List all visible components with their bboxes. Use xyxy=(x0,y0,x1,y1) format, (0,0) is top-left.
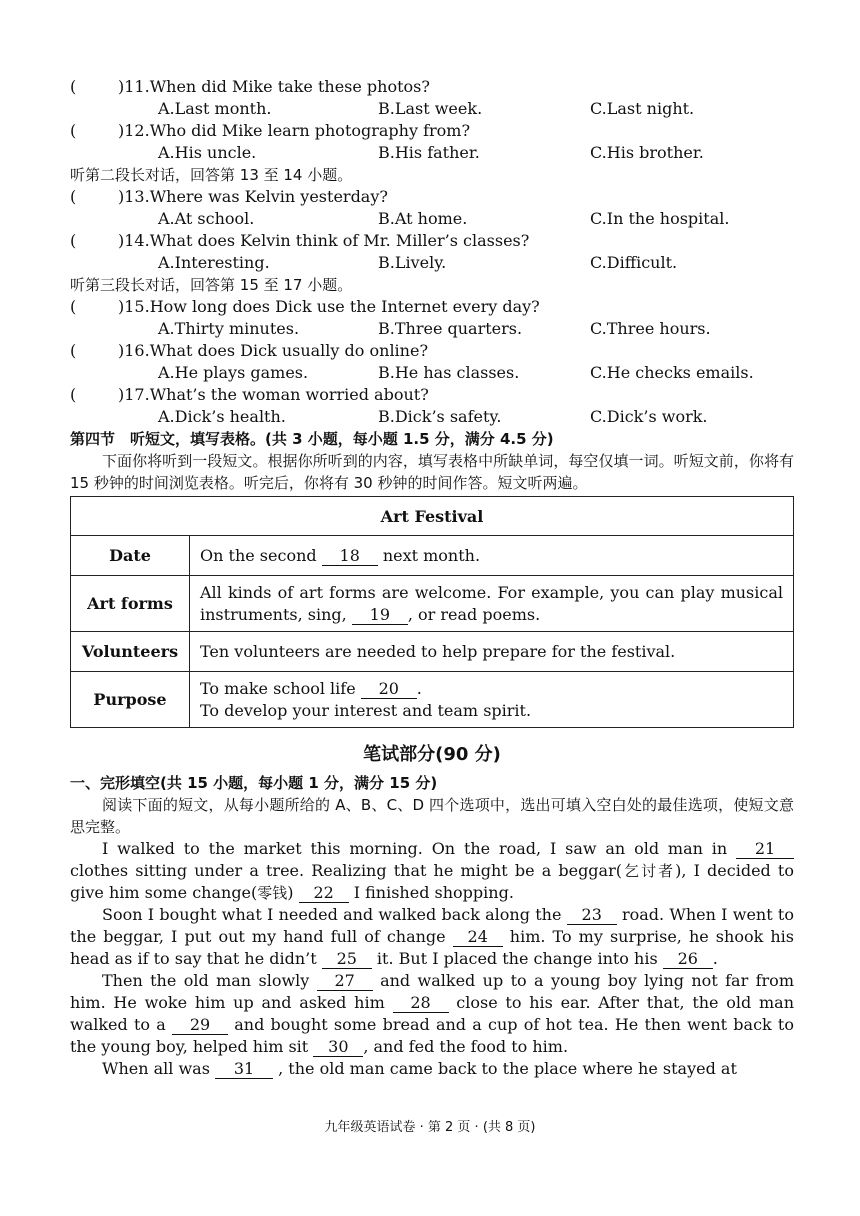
option-a: A.Last month. xyxy=(158,99,272,118)
answer-bracket: ( xyxy=(70,385,77,404)
question-text: )12.Who did Mike learn photography from? xyxy=(118,121,471,140)
blank-28: 28 xyxy=(393,994,449,1013)
cloze-instructions: 阅读下面的短文，从每小题所给的 A、B、C、D 四个选项中，选出可填入空白处的最佳选项，使短文意思完整。 xyxy=(70,796,794,836)
answer-bracket: ( xyxy=(70,121,77,140)
options-row xyxy=(70,318,794,340)
option-a: A.At school. xyxy=(158,209,255,228)
row-value-art-forms: All kinds of art forms are welcome. For example, you can play musical instruments, sing, 19 , or read poems. xyxy=(190,576,794,632)
options-row xyxy=(70,406,794,428)
options-row xyxy=(70,98,794,120)
row-value-volunteers: Ten volunteers are needed to help prepare for the festival. xyxy=(190,632,794,672)
blank-27: 27 xyxy=(317,972,373,991)
question-text: )11.When did Mike take these photos? xyxy=(118,77,430,96)
cloze-paragraph-4: When all was 31 , the old man came back to the place where he stayed at xyxy=(102,1059,737,1078)
option-c: C.In the hospital. xyxy=(590,209,730,228)
option-c: C.Last night. xyxy=(590,99,695,118)
dialogue-header: 听第二段长对话，回答第 13 至 14 小题。 xyxy=(70,166,353,184)
option-b: B.He has classes. xyxy=(378,363,520,382)
listening-section xyxy=(70,76,794,428)
row-value-purpose: To make school life 20 . To develop your interest and team spirit. xyxy=(190,672,794,728)
exam-page xyxy=(70,76,794,1080)
row-label-date: Date xyxy=(71,536,190,576)
options-row xyxy=(70,208,794,230)
answer-bracket: ( xyxy=(70,77,77,96)
answer-bracket: ( xyxy=(70,187,77,206)
section4-instructions: 下面你将听到一段短文。根据你所听到的内容，填写表格中所缺单词，每空仅填一词。听短文前，你将有 15 秒钟的时间浏览表格。听完后，你将有 30 秒钟的时间作答。短文听两遍。 xyxy=(70,452,794,492)
option-c: C.Three hours. xyxy=(590,319,711,338)
question-text: )17.What’s the woman worried about? xyxy=(118,385,429,404)
question-text: )16.What does Dick usually do online? xyxy=(118,341,429,360)
listening-question xyxy=(70,384,794,406)
blank-19: 19 xyxy=(352,606,408,625)
answer-bracket: ( xyxy=(70,297,77,316)
option-c: C.Difficult. xyxy=(590,253,678,272)
question-text: )13.Where was Kelvin yesterday? xyxy=(118,187,388,206)
option-b: B.Lively. xyxy=(378,253,447,272)
option-a: A.He plays games. xyxy=(158,363,309,382)
blank-18: 18 xyxy=(322,547,378,566)
options-row xyxy=(70,252,794,274)
table-title: Art Festival xyxy=(71,497,794,536)
row-label-purpose: Purpose xyxy=(71,672,190,728)
blank-22: 22 xyxy=(299,884,349,903)
section4-title: 第四节 听短文，填写表格。(共 3 小题，每小题 1.5 分，满分 4.5 分) xyxy=(70,430,554,448)
option-a: A.Thirty minutes. xyxy=(158,319,300,338)
option-b: B.His father. xyxy=(378,143,480,162)
cloze-paragraph-3: Then the old man slowly 27 and walked up to a young boy lying not far from him. He woke him up and asked him 28 close to his ear. After that, the old man walked to a 29 and bought some bread and a cup of hot tea. He then went back to the young boy, helped him sit 30 , and fed the food to him. xyxy=(70,971,795,1056)
option-b: B.At home. xyxy=(378,209,468,228)
listening-question xyxy=(70,186,794,208)
blank-25: 25 xyxy=(322,950,372,969)
listening-question xyxy=(70,340,794,362)
options-row xyxy=(70,362,794,384)
cloze-paragraph-1: I walked to the market this morning. On the road, I saw an old man in 21 clothes sitting under a tree. Realizing that he might be a beggar(乞讨者), I decided to give him some change(零钱) 22 I finished shopping. xyxy=(70,839,794,902)
dialogue-header: 听第三段长对话，回答第 15 至 17 小题。 xyxy=(70,276,353,294)
row-value-date: On the second 18 next month. xyxy=(190,536,794,576)
blank-30: 30 xyxy=(313,1038,363,1057)
listening-question xyxy=(70,120,794,142)
answer-bracket: ( xyxy=(70,231,77,250)
option-a: A.Interesting. xyxy=(158,253,270,272)
option-a: A.Dick’s health. xyxy=(158,407,286,426)
page-footer: 九年级英语试卷 · 第 2 页 · (共 8 页) xyxy=(324,1120,536,1135)
blank-24: 24 xyxy=(453,928,503,947)
listening-question xyxy=(70,76,794,98)
option-c: C.His brother. xyxy=(590,143,704,162)
blank-21: 21 xyxy=(736,840,794,859)
option-a: A.His uncle. xyxy=(158,143,257,162)
cloze-title: 一、完形填空(共 15 小题，每小题 1 分，满分 15 分) xyxy=(70,774,438,792)
option-c: C.Dick’s work. xyxy=(590,407,708,426)
option-b: B.Dick’s safety. xyxy=(378,407,502,426)
row-label-volunteers: Volunteers xyxy=(71,632,190,672)
listening-question xyxy=(70,230,794,252)
blank-31: 31 xyxy=(215,1060,273,1079)
row-label-art-forms: Art forms xyxy=(71,576,190,632)
question-text: )14.What does Kelvin think of Mr. Miller’s classes? xyxy=(118,231,530,250)
listening-question xyxy=(70,296,794,318)
written-part-title: 笔试部分(90 分) xyxy=(363,744,501,765)
option-b: B.Three quarters. xyxy=(378,319,523,338)
question-text: )15.How long does Dick use the Internet every day? xyxy=(118,297,540,316)
cloze-paragraph-2: Soon I bought what I needed and walked back along the 23 road. When I went to the beggar, I put out my hand full of change 24 him. To my surprise, he shook his head as if to say that he didn’t 25 it. But I placed the change into his 26 . xyxy=(70,905,794,968)
art-festival-table xyxy=(70,496,794,728)
answer-bracket: ( xyxy=(70,341,77,360)
blank-26: 26 xyxy=(663,950,713,969)
option-c: C.He checks emails. xyxy=(590,363,754,382)
blank-23: 23 xyxy=(567,906,617,925)
option-b: B.Last week. xyxy=(378,99,483,118)
options-row xyxy=(70,142,794,164)
blank-20: 20 xyxy=(361,680,417,699)
blank-29: 29 xyxy=(172,1016,228,1035)
